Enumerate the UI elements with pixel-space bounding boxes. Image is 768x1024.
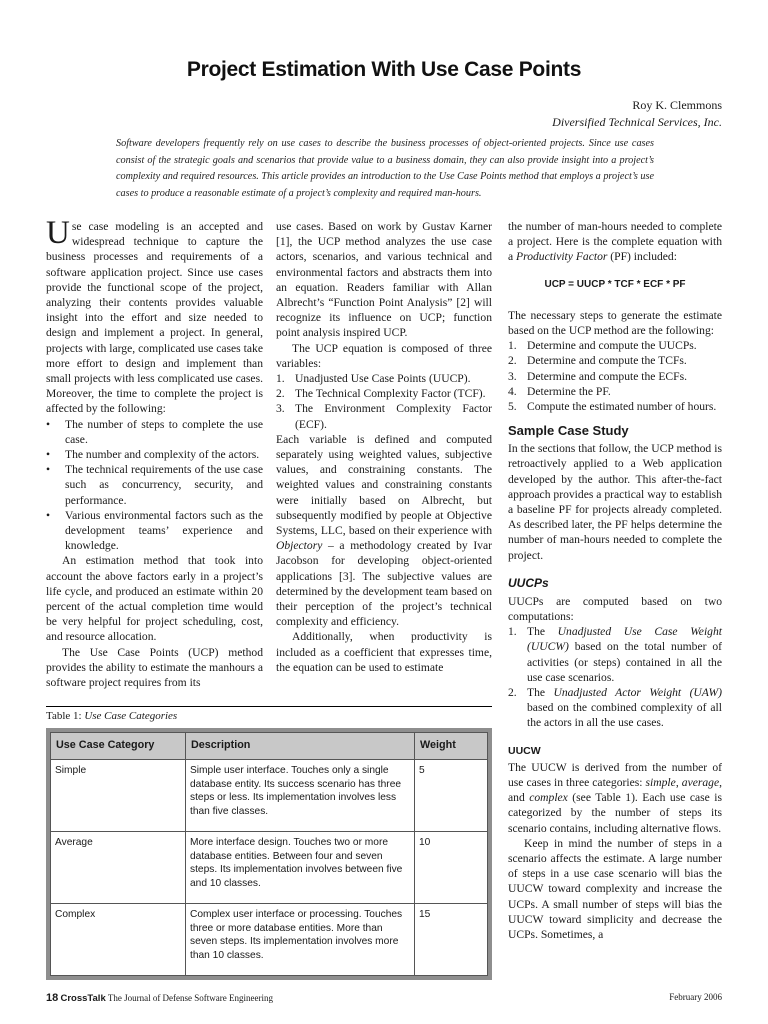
use-case-table	[46, 728, 492, 980]
author-affiliation: Diversified Technical Services, Inc.	[552, 115, 722, 129]
table-cell: 15	[415, 904, 488, 976]
table-header-row	[51, 733, 488, 760]
table-caption: Table 1: Use Case Categories	[46, 710, 178, 722]
table-cell: Average	[51, 832, 186, 904]
paragraph: the number of man-hours needed to complete a project. Here is the complete equation with a Productivity Factor (PF) included:	[508, 220, 722, 264]
paragraph: The Use Case Points (UCP) method provides the ability to estimate the manhours a software project requires from its	[46, 645, 263, 690]
list-item: • The number of steps to complete the use case.	[46, 417, 263, 447]
table-cell: Complex	[51, 904, 186, 976]
list-item: 1. Determine and compute the UUCPs.	[508, 339, 697, 353]
abstract: Software developers frequently rely on use cases to describe the business processes of object-oriented projects. Since use cases consist of the strategic goals and scenarios that provide value to a business domain, they can also provide insight into a project’s complexity and required resources. This article provides an introduction to the Use Case Points method that employs a project’s use cases to produce a reasonable estimate of a project’s complexity and required man-hours.	[116, 138, 654, 199]
column-2	[276, 219, 492, 675]
table-row	[51, 904, 488, 976]
table-rule	[46, 706, 492, 707]
paragraph: The necessary steps to generate the estimate based on the UCP method are the following:	[508, 308, 722, 338]
list-item: • The number and complexity of the actors.	[46, 447, 263, 462]
list-item: 2. The Unadjusted Actor Weight (UAW) based on the combined complexity of all the actors in all the use cases.	[508, 686, 722, 730]
drop-cap: U	[46, 215, 70, 251]
byline	[552, 97, 722, 131]
page-number: 18	[46, 992, 59, 1004]
table-cell: Simple user interface. Touches only a single database entity. Its success scenario has three steps or less. Its implementation involves less than five classes.	[186, 760, 415, 832]
footer-left	[46, 992, 273, 1004]
list-item: 2. Determine and compute the TCFs.	[508, 354, 687, 368]
paragraph: Each variable is defined and computed separately using weighted values, subjective values, and constraining constants. The weighted values and constraining constants were initially based on Albrecht, but subsequently modified by people at Objective Systems, LLC, based on their experience with Objectory – a methodology created by Ivar Jacobson for developing object-oriented applications [3]. The subjective values are determined by the development team based on their perception of the project’s technical complexity and efficiency.	[276, 432, 492, 629]
list-item: 3. The Environment Complexity Factor (ECF).	[276, 402, 492, 431]
table-row	[51, 760, 488, 832]
paragraph: An estimation method that took into account the above factors early in a project’s life cycle, and produced an estimate within 20 percent of the actual completion time would be very helpful for project scheduling, cost, and resource allocation.	[46, 554, 263, 644]
list-item: • Various environmental factors such as the development teams’ experience and knowledge.	[46, 508, 263, 554]
table-header: Weight	[415, 733, 488, 760]
footer-date: February 2006	[669, 992, 722, 1002]
table-cell: 10	[415, 832, 488, 904]
paragraph: use cases. Based on work by Gustav Karner [1], the UCP method analyzes the use case actors, scenarios, and various technical and environmental factors and abstracts them into an equation. Readers familiar with Allan Albrecht’s “Function Point Analysis” [2] will recognize its influence on UCP; function point analysis inspired UCP.	[276, 220, 492, 340]
section-heading-case-study: Sample Case Study	[508, 423, 629, 439]
list-item: 1. Unadjusted Use Case Points (UUCP).	[276, 372, 471, 386]
computation-list	[508, 624, 722, 730]
paragraph: The UUCW is derived from the number of use cases in three categories: simple, average, and complex (see Table 1). Each use case is categorized by the number of steps its scenario contains, including alternative flows.	[508, 760, 723, 835]
article-title: Project Estimation With Use Case Points	[186, 58, 582, 81]
list-item: 4. Determine the PF.	[508, 384, 611, 398]
table-header: Description	[186, 733, 415, 760]
list-item: • The technical requirements of the use case such as concurrency, security, and performance.	[46, 462, 263, 508]
list-item: 5. Compute the estimated number of hours.	[508, 400, 717, 414]
factor-list	[46, 417, 263, 554]
paragraph: In the sections that follow, the UCP method is retroactively applied to a Web application developed by the author. This after-the-fact approach provides a practical way to establish a baseline PF for projects already completed. As described later, the PF helps determine the number of man-hours needed to complete the project.	[508, 442, 722, 562]
variable-list	[276, 371, 492, 432]
table-cell: Complex user interface or processing. Touches three or more database entities. More than seven steps. Its implementation involves more than 10 classes.	[186, 904, 415, 976]
ucp-equation: UCP = UUCP * TCF * ECF * PF	[544, 278, 686, 290]
section-heading-uucw: UUCW	[508, 744, 541, 757]
list-item: 3. Determine and compute the ECFs.	[508, 369, 688, 383]
table-cell: More interface design. Touches two or more database entities. Between four and seven steps. Its implementation involves between five and 10 classes.	[186, 832, 415, 904]
table-cell: Simple	[51, 760, 186, 832]
journal-name: The Journal of Defense Software Engineering	[107, 993, 274, 1003]
column-3	[508, 219, 722, 942]
list-item: 1. The Unadjusted Use Case Weight (UUCW) based on the total number of activities (or steps) contained in all the use case scenarios.	[508, 625, 722, 684]
paragraph: UUCPs are computed based on two computations:	[508, 594, 722, 624]
table-header: Use Case Category	[51, 733, 186, 760]
author-name: Roy K. Clemmons	[632, 98, 722, 112]
steps-list	[508, 338, 722, 414]
magazine-name: CrossTalk	[60, 993, 106, 1004]
table-row	[51, 832, 488, 904]
paragraph: Keep in mind the number of steps in a scenario affects the estimate. A large number of steps in a use case scenario will bias the UUCW toward complexity and increase the UCPs. A small number of steps will bias the UUCW toward simplicity and decrease the UCPs. Sometimes, a	[508, 836, 722, 941]
table-cell: 5	[415, 760, 488, 832]
intro-paragraph: Use case modeling is an accepted and widespread technique to capture the business processes and requirements of a software application project. Since use cases provide the functional scope of the project, analyzing their contents provides valuable insight into the effort and size needed to design and implement a project. In general, projects with large, complicated use cases take more effort to design and implement than small projects with less complicated use cases. Moreover, the time to complete the project is affected by the following:	[46, 215, 263, 416]
paragraph: The UCP equation is composed of three variables:	[276, 341, 492, 370]
list-item: 2. The Technical Complexity Factor (TCF).	[276, 387, 486, 401]
section-heading-uucps: UUCPs	[508, 575, 549, 590]
paragraph: Additionally, when productivity is included as a coefficient that expresses time, the equation can be used to estimate	[276, 630, 492, 674]
column-1	[46, 215, 263, 690]
